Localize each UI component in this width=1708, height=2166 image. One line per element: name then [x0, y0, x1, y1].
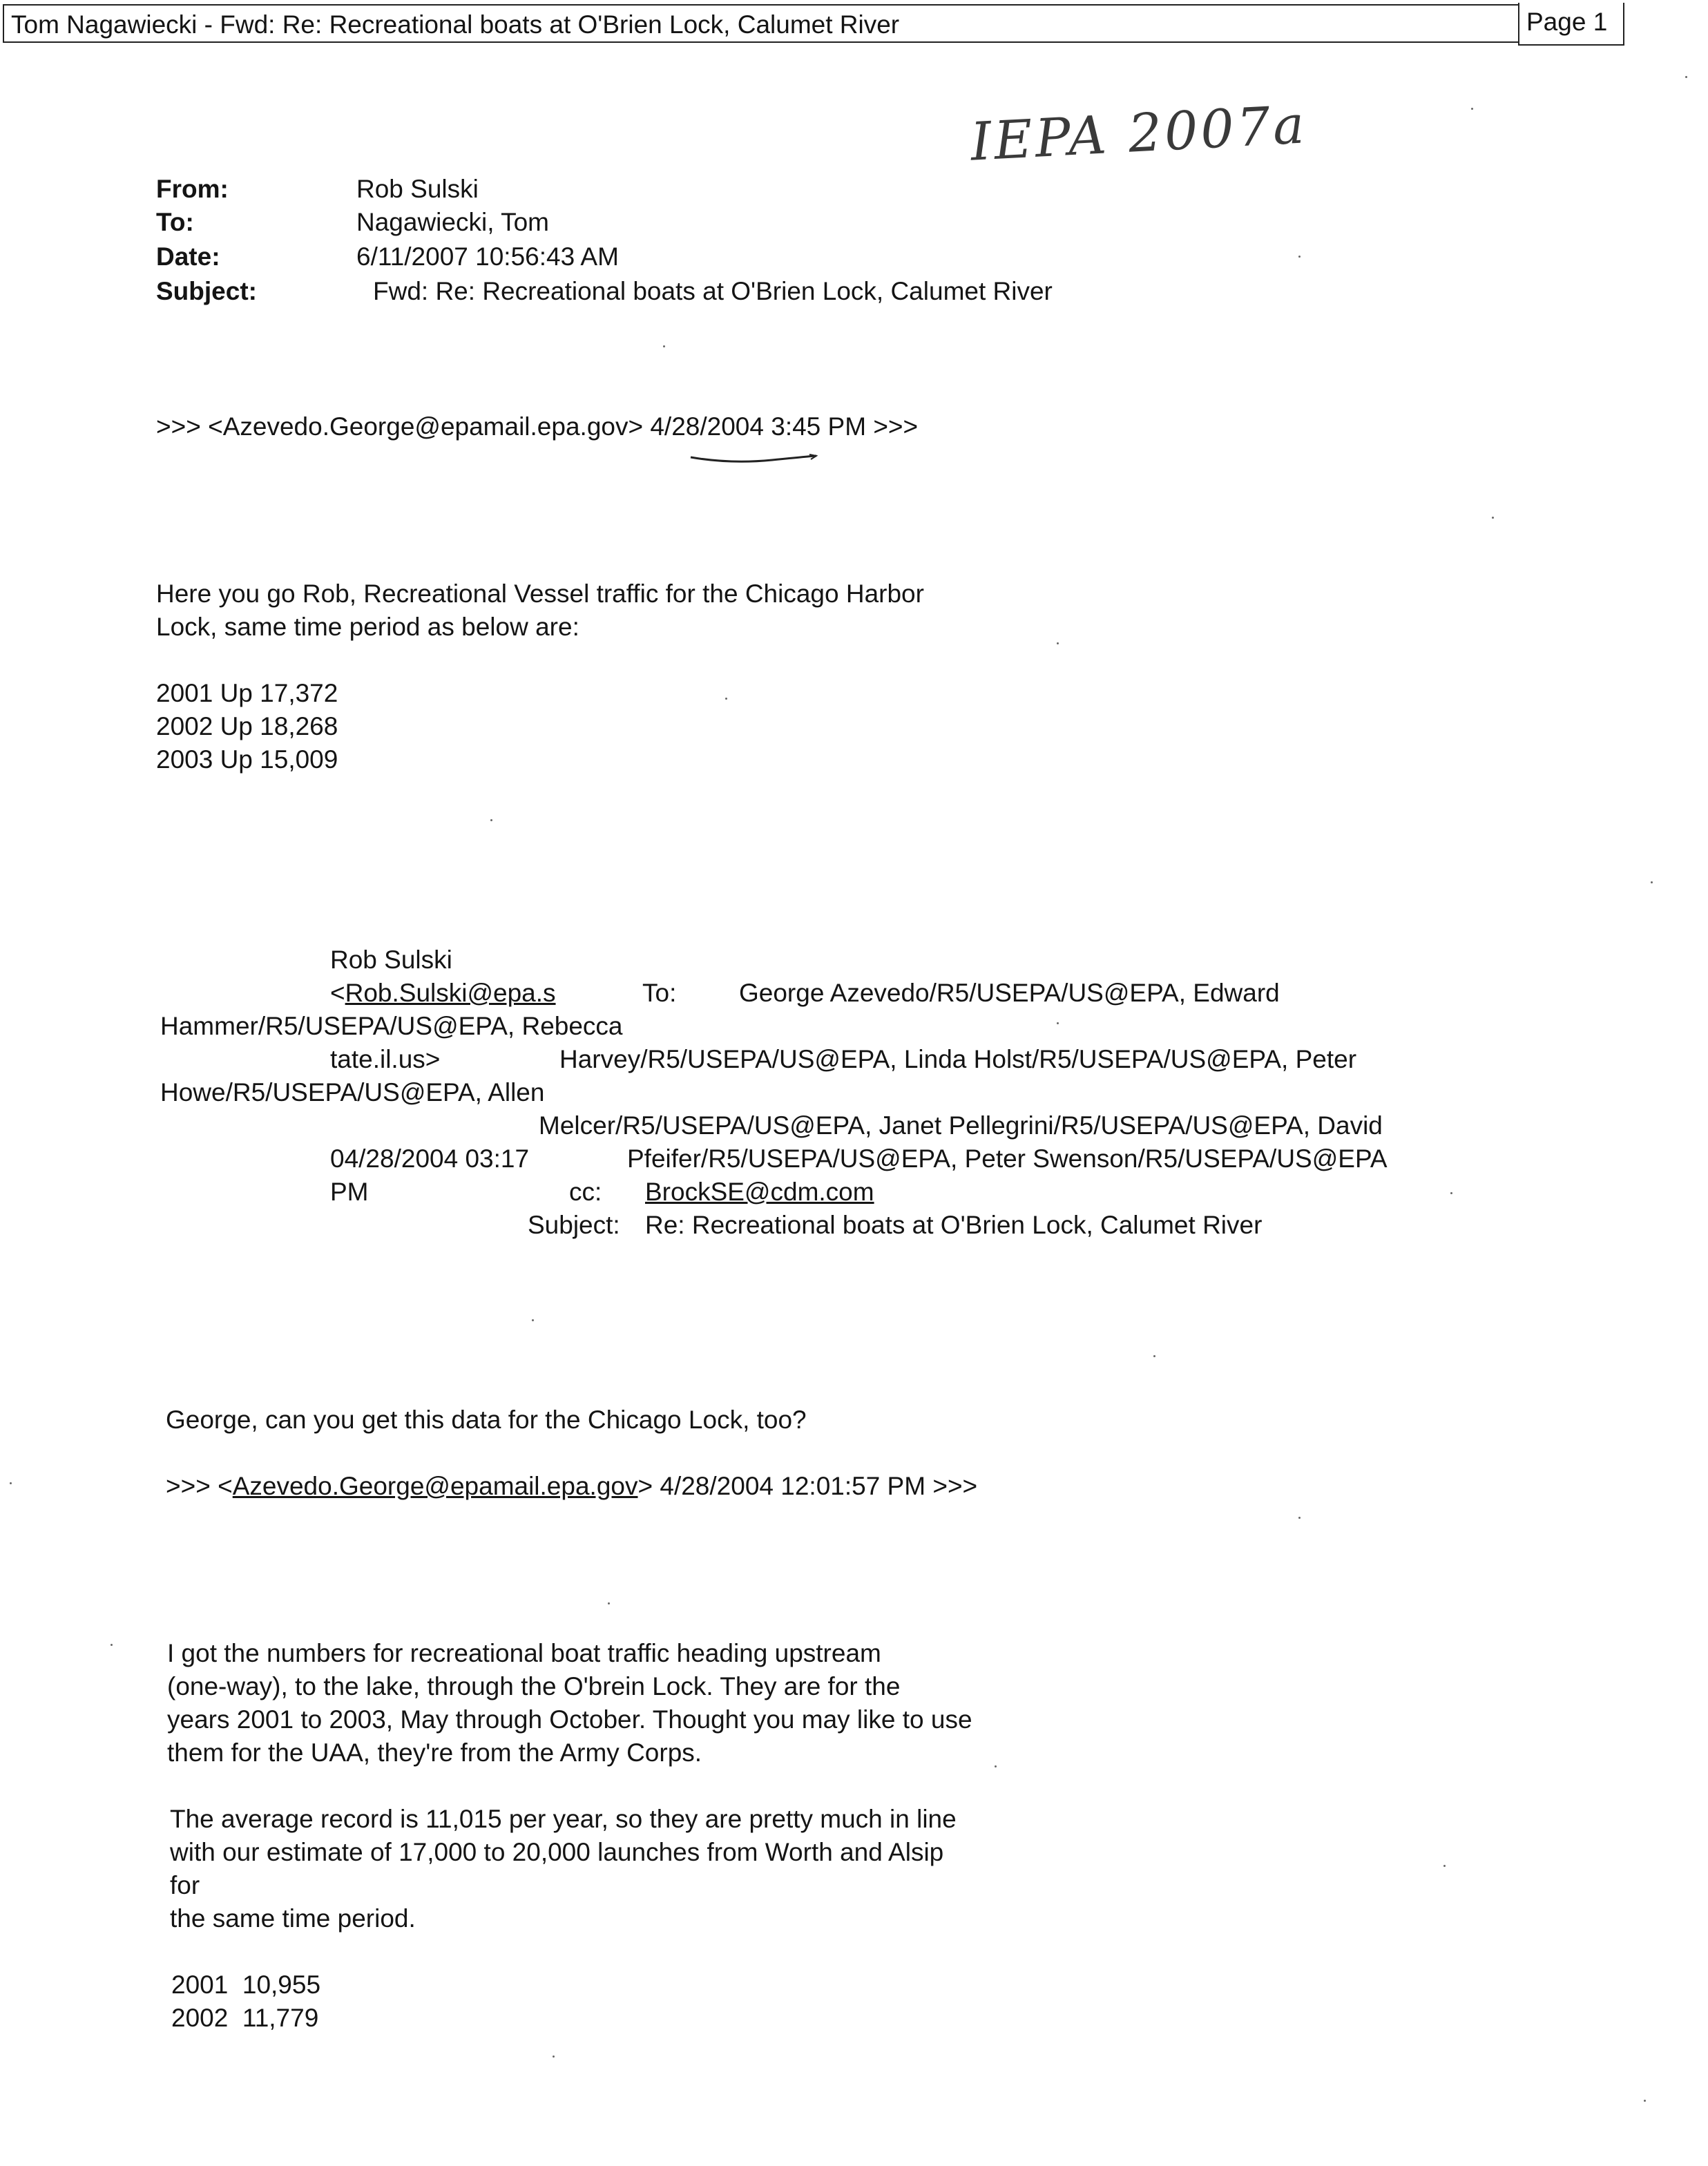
date-label: Date: [156, 242, 220, 271]
scan-speck [995, 1765, 997, 1767]
scan-speck [10, 1482, 12, 1484]
forward-header-1 [156, 410, 918, 443]
forward-time: 3:45 PM >>> [763, 412, 919, 441]
document-title: Tom Nagawiecki - Fwd: Re: Recreational boats at O'Brien Lock, Calumet River [11, 10, 900, 39]
subject-label: Subject: [156, 277, 257, 305]
message1-line2: Lock, same time period as below are: [156, 613, 579, 641]
message3-line: years 2001 to 2003, May through October. Thought you may like to use [167, 1705, 972, 1734]
message2-body: George, can you get this data for the Chicago Lock, too? [166, 1406, 807, 1434]
reply-sender-email-cont: tate.il.us> [330, 1045, 441, 1073]
scan-speck [663, 345, 665, 347]
reply-sent-pm: PM [330, 1178, 369, 1206]
message3-line: The average record is 11,015 per year, so they are pretty much in line [170, 1805, 957, 1833]
scan-speck [1443, 1865, 1446, 1867]
reply-cc-label: cc: [569, 1178, 602, 1206]
scan-speck [490, 819, 492, 821]
forward-header-2 [166, 1470, 977, 1503]
scan-speck [111, 1644, 113, 1646]
window-title-bar [3, 4, 1623, 43]
page-number: Page 1 [1526, 8, 1608, 36]
reply-to-wrap: Howe/R5/USEPA/US@EPA, Allen [160, 1078, 545, 1106]
forward-date: 4/28/2004 [650, 412, 764, 441]
reply-to-line: Pfeifer/R5/USEPA/US@EPA, Peter Swenson/R5/USEPA/US@EPA [627, 1144, 1388, 1173]
message3-line: with our estimate of 17,000 to 20,000 launches from Worth and Alsip [170, 1838, 944, 1866]
data-row: 2003 Up 15,009 [156, 745, 338, 774]
scan-speck [725, 698, 727, 700]
scan-speck [1153, 1355, 1155, 1357]
reply-subject-label: Subject: [528, 1211, 620, 1239]
scan-speck [1057, 642, 1059, 644]
reply-to-label: To: [642, 979, 677, 1007]
scan-speck [1644, 2100, 1646, 2102]
scan-speck [1471, 108, 1473, 110]
reply-sender-name: Rob Sulski [330, 946, 452, 974]
scan-speck [532, 1319, 534, 1321]
handwritten-underline [689, 453, 818, 464]
reply-sender-email [330, 977, 556, 1010]
scan-speck [1450, 1192, 1452, 1194]
fwd-prefix: >>> < [166, 1472, 233, 1500]
forward-email-link[interactable]: Azevedo.George@epamail.epa.gov [232, 1472, 638, 1500]
date-value: 6/11/2007 10:56:43 AM [356, 242, 619, 271]
message3-line: for [170, 1871, 200, 1899]
reply-to-line: Melcer/R5/USEPA/US@EPA, Janet Pellegrini/R5/USEPA/US@EPA, David [539, 1111, 1383, 1140]
reply-to-line: George Azevedo/R5/USEPA/US@EPA, Edward [739, 979, 1280, 1007]
scan-speck [553, 2055, 555, 2058]
message3-line: them for the UAA, they're from the Army Corps. [167, 1738, 702, 1767]
scan-speck [1685, 76, 1687, 78]
data-row: 2001 10,955 [171, 1971, 321, 1999]
from-label: From: [156, 175, 229, 203]
message3-line: the same time period. [170, 1904, 416, 1933]
from-value: Rob Sulski [356, 175, 479, 203]
reply-to-wrap: Hammer/R5/USEPA/US@EPA, Rebecca [160, 1012, 623, 1040]
reply-subject-value: Re: Recreational boats at O'Brien Lock, Calumet River [645, 1211, 1263, 1239]
subject-value: Fwd: Re: Recreational boats at O'Brien Lock, Calumet River [373, 277, 1053, 305]
scan-speck [1298, 1517, 1301, 1519]
message3-line: I got the numbers for recreational boat traffic heading upstream [167, 1639, 881, 1667]
message3-line: (one-way), to the lake, through the O'brein Lock. They are for the [167, 1672, 901, 1700]
to-value: Nagawiecki, Tom [356, 208, 549, 236]
scan-speck [1057, 1022, 1059, 1024]
reply-to-line: Harvey/R5/USEPA/US@EPA, Linda Holst/R5/USEPA/US@EPA, Peter [559, 1045, 1357, 1073]
page-number-box [1518, 3, 1624, 46]
email-open-bracket: < [330, 979, 345, 1007]
forward-sender: >>> <Azevedo.George@epamail.epa.gov> [156, 412, 651, 441]
data-row: 2001 Up 17,372 [156, 679, 338, 707]
reply-sent-date: 04/28/2004 03:17 [330, 1144, 530, 1173]
to-label: To: [156, 208, 194, 236]
scan-speck [1298, 256, 1301, 258]
message1-line1: Here you go Rob, Recreational Vessel traffic for the Chicago Harbor [156, 579, 924, 608]
scan-speck [608, 1602, 610, 1604]
handwritten-annotation: IEPA 2007a [969, 93, 1309, 173]
sender-email-link[interactable]: Rob.Sulski@epa.s [345, 979, 556, 1007]
fwd-suffix: > 4/28/2004 12:01:57 PM >>> [637, 1472, 978, 1500]
scan-speck [1492, 517, 1494, 519]
scan-speck [1651, 881, 1653, 883]
data-row: 2002 11,779 [171, 2004, 319, 2032]
data-row: 2002 Up 18,268 [156, 712, 338, 740]
cc-email-link[interactable]: BrockSE@cdm.com [645, 1178, 874, 1206]
